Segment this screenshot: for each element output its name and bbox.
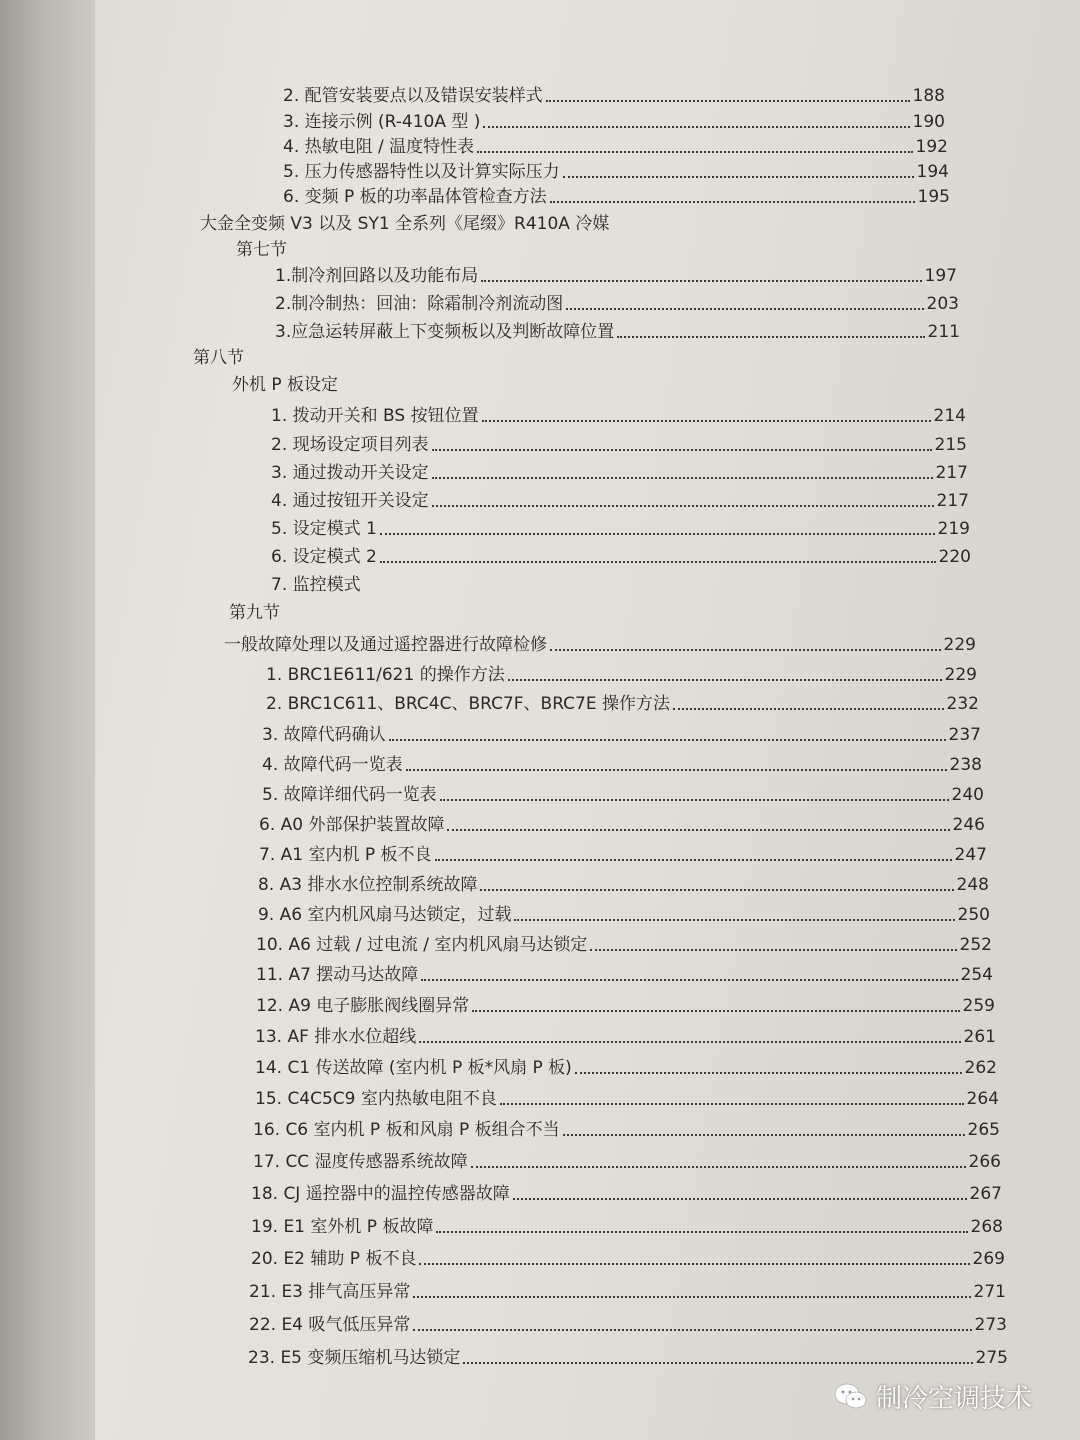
toc-entry-title: 18. CJ 遥控器中的温控传感器故障 xyxy=(251,1184,510,1204)
toc-entry-title: 5. 设定模式 1 xyxy=(271,519,377,539)
toc-entry-title: 10. A6 过载 / 过电流 / 室内机风扇马达锁定 xyxy=(256,935,588,955)
toc-entry[interactable] xyxy=(255,1091,999,1108)
toc-entry[interactable] xyxy=(275,296,959,313)
toc-entry[interactable] xyxy=(259,817,985,834)
dot-leader xyxy=(463,1362,972,1364)
toc-entry-title: 12. A9 电子膨胀阀线圈异常 xyxy=(256,996,470,1016)
toc-entry[interactable] xyxy=(283,139,948,156)
toc-entry[interactable] xyxy=(271,465,968,482)
toc-entry-page: 248 xyxy=(956,875,989,895)
toc-entry[interactable] xyxy=(259,847,987,864)
toc-entry[interactable] xyxy=(283,88,945,105)
dot-leader xyxy=(440,799,949,801)
toc-entry-page: 259 xyxy=(962,996,995,1016)
toc-entry-page: 211 xyxy=(927,322,960,342)
section-heading-8: 第八节 xyxy=(193,348,244,368)
toc-entry-title: 4. 热敏电阻 / 温度特性表 xyxy=(283,137,475,157)
toc-entry-page: 267 xyxy=(969,1184,1002,1204)
toc-entry-title: 1. BRC1E611/621 的操作方法 xyxy=(266,665,505,685)
toc-entry[interactable] xyxy=(224,637,976,654)
toc-entry-page: 240 xyxy=(951,785,984,805)
toc-entry-title: 16. C6 室内机 P 板和风扇 P 板组合不当 xyxy=(253,1120,560,1140)
toc-entry-title: 14. C1 传送故障 (室内机 P 板*风扇 P 板) xyxy=(255,1058,572,1078)
toc-entry[interactable] xyxy=(271,408,966,425)
toc-entry-page: 254 xyxy=(960,965,993,985)
toc-entry-page: 188 xyxy=(912,86,945,106)
toc-entry-title: 3. 连接示例 (R-410A 型 ) xyxy=(283,112,481,132)
toc-entry[interactable] xyxy=(258,907,990,924)
dot-leader xyxy=(483,126,909,128)
dot-leader xyxy=(617,336,924,338)
section-heading-7: 第七节 xyxy=(236,240,287,260)
dot-leader xyxy=(563,176,914,178)
toc-entry-title: 8. A3 排水水位控制系统故障 xyxy=(258,875,478,895)
toc-entry-title: 4. 故障代码一览表 xyxy=(262,755,403,775)
toc-entry-title: 3. 通过拨动开关设定 xyxy=(271,463,429,483)
toc-entry[interactable] xyxy=(271,577,971,594)
toc-entry-page: 220 xyxy=(938,547,971,567)
toc-entry[interactable] xyxy=(275,268,957,285)
toc-entry-title: 20. E2 辅助 P 板不良 xyxy=(251,1249,417,1269)
toc-entry-title: 一般故障处理以及通过遥控器进行故障检修 xyxy=(224,635,547,655)
book-page-edge xyxy=(0,0,95,1440)
toc-entry[interactable] xyxy=(255,1029,996,1046)
toc-entry-page: 195 xyxy=(917,187,950,207)
toc-entry[interactable] xyxy=(275,324,960,341)
toc-entry[interactable] xyxy=(251,1219,1003,1236)
toc-entry-page: 217 xyxy=(936,491,969,511)
toc-entry[interactable] xyxy=(251,1186,1002,1203)
toc-entry-page: 232 xyxy=(946,694,979,714)
toc-entry-page: 262 xyxy=(964,1058,997,1078)
section-heading-9: 第九节 xyxy=(229,603,280,623)
toc-entry-page: 229 xyxy=(943,635,976,655)
toc-entry-page: 229 xyxy=(944,665,977,685)
toc-entry-page: 237 xyxy=(948,725,981,745)
toc-entry[interactable] xyxy=(262,757,982,774)
toc-entry-page: 264 xyxy=(966,1089,999,1109)
dot-leader xyxy=(514,919,954,921)
toc-entry-page: 203 xyxy=(926,294,959,314)
dot-leader xyxy=(500,1103,964,1105)
dot-leader xyxy=(546,100,910,102)
toc-entry[interactable] xyxy=(256,937,992,954)
toc-entry[interactable] xyxy=(283,114,945,131)
section-subheading-8: 外机 P 板设定 xyxy=(232,375,339,395)
toc-entry-page: 197 xyxy=(924,266,957,286)
toc-entry-title: 2. 现场设定项目列表 xyxy=(271,435,429,455)
toc-entry-page: 238 xyxy=(949,755,982,775)
dot-leader xyxy=(550,649,941,651)
toc-entry-page: 215 xyxy=(934,435,967,455)
watermark-text: 制冷空调技术 xyxy=(876,1384,1033,1414)
toc-entry[interactable] xyxy=(249,1317,1007,1334)
dot-leader xyxy=(472,1010,959,1012)
toc-entry-page: 265 xyxy=(967,1120,1000,1140)
dot-leader xyxy=(419,1041,960,1043)
dot-leader xyxy=(471,1166,966,1168)
toc-entry-title: 22. E4 吸气低压异常 xyxy=(249,1315,411,1335)
dot-leader xyxy=(389,739,946,741)
toc-entry-page: 268 xyxy=(970,1217,1003,1237)
dot-leader xyxy=(432,505,934,507)
dot-leader xyxy=(436,1231,967,1233)
toc-entry-title: 7. A1 室内机 P 板不良 xyxy=(259,845,432,865)
toc-entry-page: 261 xyxy=(963,1027,996,1047)
toc-entry[interactable] xyxy=(258,877,989,894)
toc-entry-page: 275 xyxy=(975,1348,1008,1368)
dot-leader xyxy=(413,1296,970,1298)
dot-leader xyxy=(413,1329,971,1331)
toc-entry[interactable] xyxy=(262,787,984,804)
toc-entry-page: 252 xyxy=(959,935,992,955)
toc-entry-title: 13. AF 排水水位超线 xyxy=(255,1027,417,1047)
dot-leader xyxy=(477,151,912,153)
toc-entry-title: 5. 故障详细代码一览表 xyxy=(262,785,437,805)
wechat-icon xyxy=(834,1382,868,1412)
toc-entry[interactable] xyxy=(249,1284,1006,1301)
dot-leader xyxy=(432,449,932,451)
toc-entry-title: 7. 监控模式 xyxy=(271,575,361,595)
dot-leader xyxy=(432,477,933,479)
toc-entry[interactable] xyxy=(256,967,993,984)
dot-leader xyxy=(563,1134,965,1136)
toc-entry[interactable] xyxy=(255,1060,997,1077)
dot-leader xyxy=(421,979,957,981)
toc-entry[interactable] xyxy=(266,667,977,684)
dot-leader xyxy=(380,533,935,535)
toc-entry[interactable] xyxy=(271,493,969,510)
toc-entry-title: 11. A7 摆动马达故障 xyxy=(256,965,419,985)
toc-entry[interactable] xyxy=(271,437,967,454)
toc-entry[interactable] xyxy=(262,727,981,744)
toc-entry[interactable] xyxy=(248,1350,1008,1367)
dot-leader xyxy=(480,889,953,891)
toc-entry-title: 19. E1 室外机 P 板故障 xyxy=(251,1217,434,1237)
dot-leader xyxy=(482,420,931,422)
toc-entry-title: 4. 通过按钮开关设定 xyxy=(271,491,429,511)
toc-entry-title: 23. E5 变频压缩机马达锁定 xyxy=(248,1348,461,1368)
dot-leader xyxy=(481,280,921,282)
toc-entry[interactable] xyxy=(253,1122,1000,1139)
toc-entry-page: 192 xyxy=(915,137,948,157)
wechat-watermark xyxy=(834,1378,1032,1415)
dot-leader xyxy=(673,708,944,710)
toc-entry[interactable] xyxy=(251,1251,1005,1268)
toc-entry-title: 1.制冷剂回路以及功能布局 xyxy=(275,266,479,286)
toc-entry[interactable] xyxy=(283,189,950,206)
toc-entry[interactable] xyxy=(266,696,979,713)
toc-entry-title: 5. 压力传感器特性以及计算实际压力 xyxy=(283,162,560,182)
dot-leader xyxy=(550,201,915,203)
toc-entry-title: 21. E3 排气高压异常 xyxy=(249,1282,411,1302)
toc-entry-page: 190 xyxy=(912,112,945,132)
toc-entry-title: 3. 故障代码确认 xyxy=(262,725,386,745)
toc-entry-title: 6. 变频 P 板的功率晶体管检查方法 xyxy=(283,187,547,207)
toc-entry[interactable] xyxy=(253,1154,1001,1171)
toc-entry-title: 9. A6 室内机风扇马达锁定，过载 xyxy=(258,905,512,925)
toc-entry-page: 247 xyxy=(954,845,987,865)
toc-entry-title: 15. C4C5C9 室内热敏电阻不良 xyxy=(255,1089,497,1109)
dot-leader xyxy=(508,679,942,681)
dot-leader xyxy=(590,949,956,951)
toc-entry[interactable] xyxy=(271,521,970,538)
toc-entry-title: 2. 配管安装要点以及错误安装样式 xyxy=(283,86,543,106)
dot-leader xyxy=(566,308,923,310)
toc-entry-title: 17. CC 湿度传感器系统故障 xyxy=(253,1152,468,1172)
toc-entry[interactable] xyxy=(256,998,995,1015)
toc-entry-page: 271 xyxy=(973,1282,1006,1302)
toc-entry-title: 6. A0 外部保护装置故障 xyxy=(259,815,445,835)
toc-entry-page: 214 xyxy=(933,406,966,426)
toc-entry-page: 273 xyxy=(974,1315,1007,1335)
toc-entry-title: 2. BRC1C611、BRC4C、BRC7F、BRC7E 操作方法 xyxy=(266,694,670,714)
toc-entry-title: 2.制冷制热：回油：除霜制冷剂流动图 xyxy=(275,294,564,314)
toc-entry-title: 3.应急运转屏蔽上下变频板以及判断故障位置 xyxy=(275,322,615,342)
dot-leader xyxy=(380,561,936,563)
toc-entry-page: 266 xyxy=(968,1152,1001,1172)
dot-leader xyxy=(513,1198,967,1200)
dot-leader xyxy=(419,1263,969,1265)
toc-entry-page: 269 xyxy=(972,1249,1005,1269)
toc-entry-page: 246 xyxy=(952,815,985,835)
dot-leader xyxy=(435,859,952,861)
toc-entry[interactable] xyxy=(271,549,971,566)
toc-entry-page: 194 xyxy=(916,162,949,182)
dot-leader xyxy=(406,769,947,771)
toc-entry-title: 6. 设定模式 2 xyxy=(271,547,377,567)
section-heading-daikin: 大金全变频 V3 以及 SY1 全系列《尾缀》R410A 冷媒 xyxy=(200,214,610,234)
toc-entry-page: 219 xyxy=(937,519,970,539)
dot-leader xyxy=(447,829,949,831)
toc-entry-page: 250 xyxy=(957,905,990,925)
toc-entry[interactable] xyxy=(283,164,949,181)
dot-leader xyxy=(575,1072,962,1074)
toc-entry-title: 1. 拨动开关和 BS 按钮位置 xyxy=(271,406,479,426)
toc-entry-page: 217 xyxy=(935,463,968,483)
